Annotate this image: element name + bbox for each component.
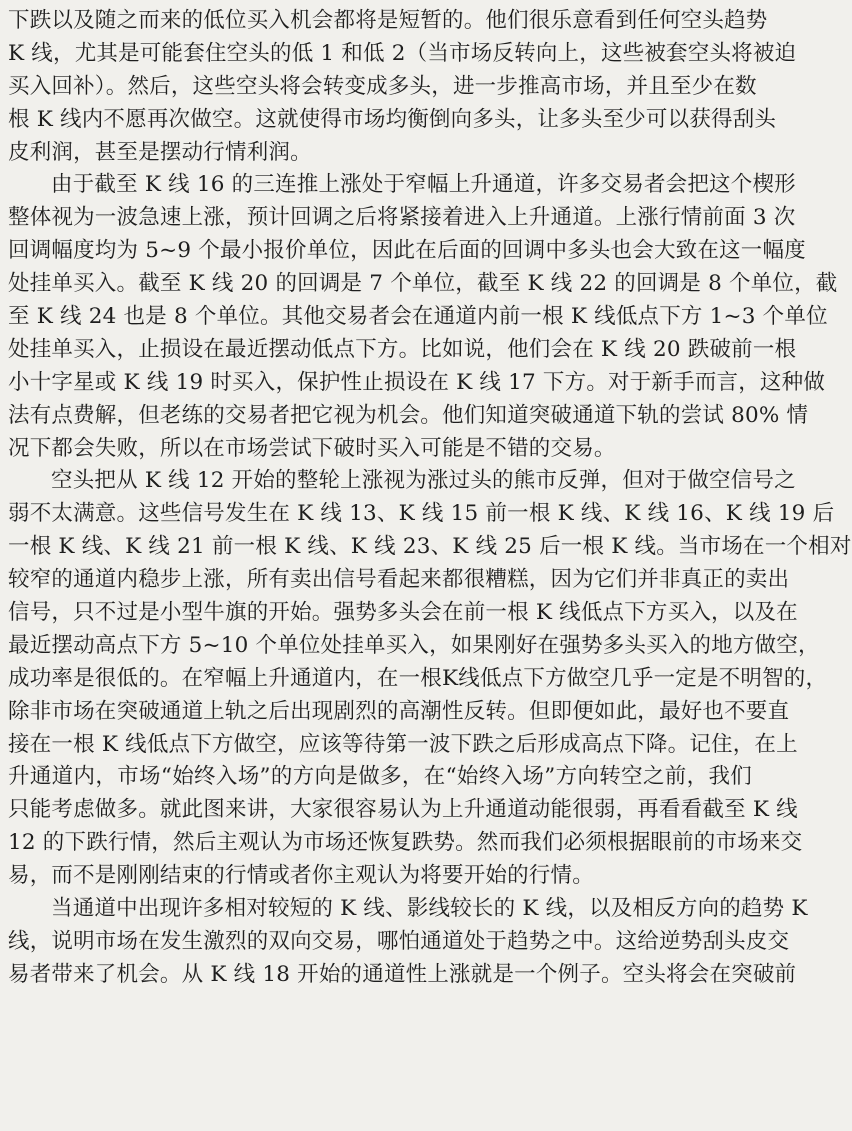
text-line: 况下都会失败，所以在市场尝试下破时买入可能是不错的交易。 [8, 435, 616, 461]
text-line: 处挂单买入。截至 K 线 20 的回调是 7 个单位，截至 K 线 22 的回调是 8 个单位，截 [8, 271, 838, 297]
text-line: 易，而不是刚刚结束的行情或者你主观认为将要开始的行情。 [8, 863, 594, 889]
text-line: 最近摆动高点下方 5~10 个单位处挂单买入，如果刚好在强势多头买入的地方做空， [8, 632, 820, 658]
text-line: 买入回补）。然后，这些空头将会转变成多头，进一步推高市场，并且至少在数 [8, 73, 757, 99]
text-line: 易者带来了机会。从 K 线 18 开始的通道性上涨就是一个例子。空头将会在突破前 [8, 961, 797, 987]
text-line: 皮利润，甚至是摆动行情利润。 [8, 139, 312, 165]
text-line: 较窄的通道内稳步上涨，所有卖出信号看起来都很糟糕，因为它们并非真正的卖出 [8, 567, 790, 593]
text-line: 信号，只不过是小型牛旗的开始。强势多头会在前一根 K 线低点下方买入，以及在 [8, 600, 798, 626]
text-line: 整体视为一波急速上涨，预计回调之后将紧接着进入上升通道。上涨行情前面 3 次 [8, 205, 796, 231]
paragraph-4 [8, 893, 808, 992]
text-line: 当通道中出现许多相对较短的 K 线、影线较长的 K 线，以及相反方向的趋势 K [51, 896, 808, 922]
text-line: 法有点费解，但老练的交易者把它视为机会。他们知道突破通道下轨的尝试 80% 情 [8, 402, 809, 428]
text-line: 线，说明市场在发生激烈的双向交易，哪怕通道处于趋势之中。这给逆势刮头皮交 [8, 928, 790, 954]
text-line: 12 的下跌行情，然后主观认为市场还恢复跌势。然而我们必须根据眼前的市场来交 [8, 830, 803, 856]
text-line: 接在一根 K 线低点下方做空，应该等待第一波下跌之后形成高点下降。记住，在上 [8, 731, 798, 757]
text-line: 下跌以及随之而来的低位买入机会都将是短暂的。他们很乐意看到任何空头趋势 [8, 8, 768, 33]
text-line: 小十字星或 K 线 19 时买入，保护性止损设在 K 线 17 下方。对于新手而言，这种做 [8, 369, 826, 395]
text-line: 只能考虑做多。就此图来讲，大家很容易认为上升通道动能很弱，再看看截至 K 线 [8, 797, 798, 823]
text-line: 空头把从 K 线 12 开始的整轮上涨视为涨过头的熊市反弹，但对于做空信号之 [51, 468, 796, 494]
text-line: 升通道内，市场“始终入场”的方向是做多，在“始终入场”方向转空之前，我们 [8, 764, 752, 790]
text-line: 根 K 线内不愿再次做空。这就使得市场均衡倒向多头，让多头至少可以获得刮头 [8, 106, 777, 132]
paragraph-2 [8, 169, 838, 465]
text-line: 弱不太满意。这些信号发生在 K 线 13、K 线 15 前一根 K 线、K 线 16、K 线 19 后 [8, 501, 835, 527]
text-line: 除非市场在突破通道上轨之后出现剧烈的高潮性反转。但即便如此，最好也不要直 [8, 698, 790, 724]
text-line: 至 K 线 24 也是 8 个单位。其他交易者会在通道内前一根 K 线低点下方 1~3 个单位 [8, 304, 828, 330]
text-line: 成功率是很低的。在窄幅上升通道内，在一根K线低点下方做空几乎一定是不明智的， [8, 665, 828, 691]
paragraph-1 [8, 5, 797, 169]
text-line: 由于截至 K 线 16 的三连推上涨处于窄幅上升通道，许多交易者会把这个楔形 [51, 172, 796, 198]
text-line: 一根 K 线、K 线 21 前一根 K 线、K 线 23、K 线 25 后一根 K 线。当市场在一个相对 [8, 534, 852, 560]
paragraph-3 [8, 465, 852, 893]
text-line: 处挂单买入，止损设在最近摆动低点下方。比如说，他们会在 K 线 20 跌破前一根 [8, 336, 797, 362]
text-line: K 线，尤其是可能套住空头的低 1 和低 2（当市场反转向上，这些被套空头将被迫 [8, 40, 797, 66]
text-line: 回调幅度均为 5~9 个最小报价单位，因此在后面的回调中多头也会大致在这一幅度 [8, 238, 806, 264]
